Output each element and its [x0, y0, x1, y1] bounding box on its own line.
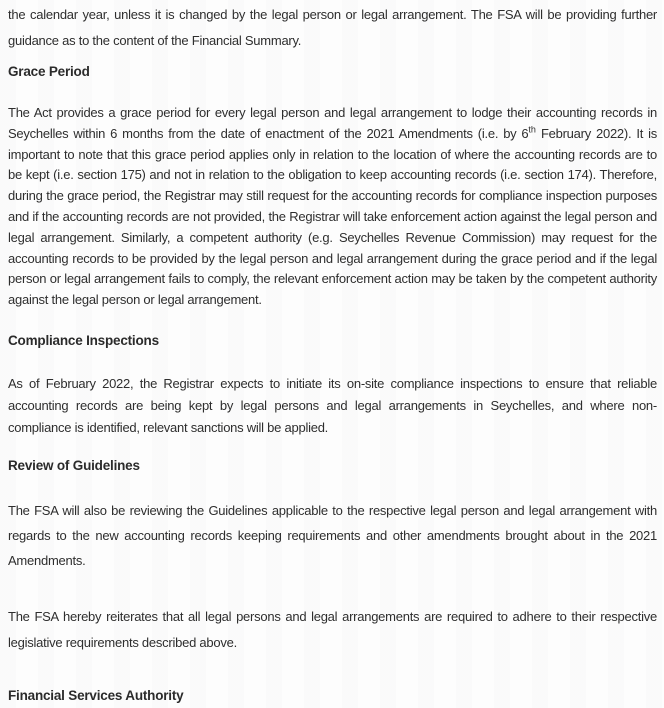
grace-period-text-before-superscript: The Act provides a grace period for every legal person and legal arrangement to lodge their accounting records in Seychelles within 6 months from the date of enactment of the 2021 Amendments (i.e. by 6 — [8, 105, 657, 141]
compliance-inspections-heading: Compliance Inspections — [8, 332, 159, 348]
intro-paragraph: the calendar year, unless it is changed by the legal person or legal arrangement. The FSA will be providing further guidance as to the content of the Financial Summary. — [8, 7, 657, 48]
grace-period-paragraph — [8, 103, 657, 311]
closing-paragraph: The FSA hereby reiterates that all legal persons and legal arrangements are required to adhere to their respective legislative requirements described above. — [8, 608, 657, 650]
grace-period-heading: Grace Period — [8, 64, 90, 79]
grace-period-text-after-superscript: February 2022). It is important to note that this grace period applies only in relation to the location of where the accounting records are to be kept (i.e. section 175) and not in relation to the obligation to keep accounting records (i.e. section 174). Therefore, during the grace period, the Registrar may still request for the accounting records for compliance inspection purposes and if the accounting records are not provided, the Registrar will take enforcement action against the legal person and legal arrangement. Similarly, a competent authority (e.g. Seychelles Revenue Commission) may request for the accounting records to be provided by the legal person and legal arrangement during the grace period and if the legal person or legal arrangement fails to comply, the relevant enforcement action may be taken by the competent authority against the legal person or legal arrangement. — [8, 125, 657, 308]
compliance-inspections-paragraph: As of February 2022, the Registrar expects to initiate its on-site compliance inspections to ensure that reliable accounting records are being kept by legal persons and legal arrangements in Seychelles, and where non-compliance is identified, relevant sanctions will be applied. — [8, 375, 657, 435]
financial-services-authority-heading: Financial Services Authority — [8, 687, 184, 703]
review-of-guidelines-heading: Review of Guidelines — [8, 457, 140, 473]
review-of-guidelines-paragraph: The FSA will also be reviewing the Guidelines applicable to the respective legal person and legal arrangement with regards to the new accounting records keeping requirements and other amendments brought about in the 2021 Amendments. — [8, 502, 657, 568]
ordinal-superscript: th — [528, 124, 536, 135]
